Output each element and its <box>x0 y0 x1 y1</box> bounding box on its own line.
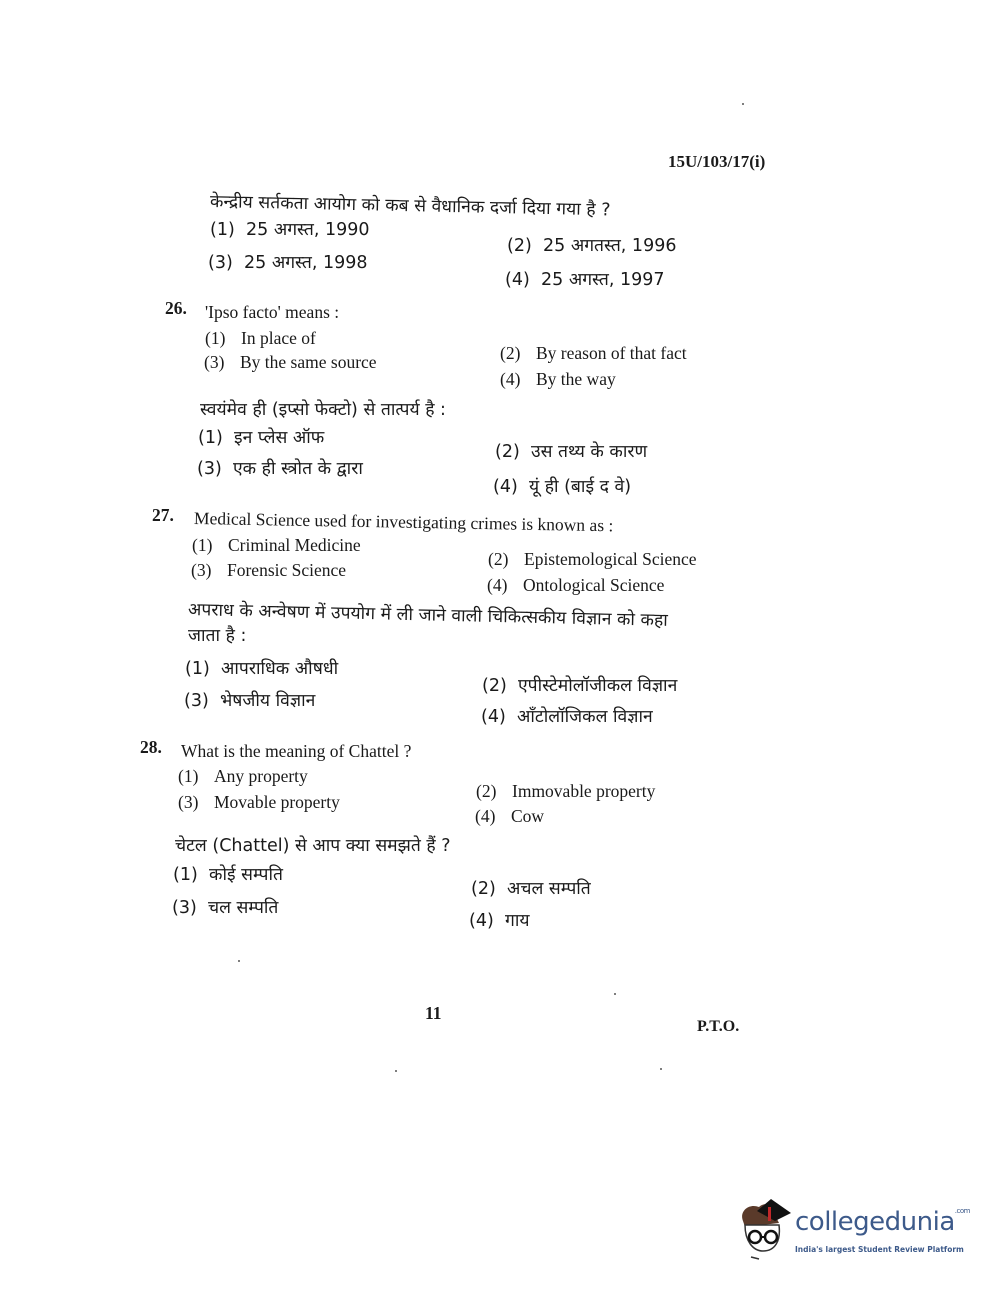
option <box>205 328 316 348</box>
option-text: 25 अगस्त, 1998 <box>244 253 368 273</box>
option <box>505 270 665 290</box>
question-27-hindi-stem-line1: अपराध के अन्वेषण में उपयोग में ली जाने वाली चिकित्सकीय विज्ञान को कहा <box>187 600 668 631</box>
option-text: ऑंटोलॉजिकल विज्ञान <box>517 707 653 727</box>
option <box>476 781 655 801</box>
option-label: (4) <box>487 575 508 595</box>
pto-label: P.T.O. <box>697 1018 740 1035</box>
scan-speck <box>660 1068 662 1070</box>
option <box>493 477 631 497</box>
option-label: (1) <box>198 428 223 448</box>
option-text: चल सम्पति <box>208 898 279 918</box>
option-label: (4) <box>469 911 494 931</box>
option-text: एक ही स्त्रोत के द्वारा <box>233 459 363 479</box>
option <box>482 676 677 696</box>
scan-speck <box>238 960 240 962</box>
option-label: (2) <box>488 549 509 569</box>
option-text: Cow <box>511 806 545 826</box>
option <box>500 369 616 389</box>
option-label: (1) <box>205 328 226 348</box>
logo-brand: collegedunia <box>795 1207 955 1237</box>
option-label: (2) <box>482 676 507 696</box>
option <box>507 236 676 256</box>
collegedunia-logo <box>735 1193 970 1268</box>
scan-speck <box>395 1070 397 1072</box>
option-text: Epistemological Science <box>524 549 697 569</box>
option <box>488 549 697 569</box>
question-number: 26. <box>165 298 187 318</box>
option <box>198 428 324 448</box>
option <box>471 879 591 899</box>
option <box>178 766 308 786</box>
option-text: In place of <box>241 328 316 348</box>
option-text: अचल सम्पति <box>507 879 591 899</box>
option <box>192 535 361 555</box>
option-text: Any property <box>214 766 308 786</box>
option <box>173 865 283 885</box>
option-label: (3) <box>191 560 212 580</box>
option <box>469 911 530 931</box>
question-26-stem: 'Ipso facto' means : <box>205 302 340 322</box>
option-label: (4) <box>500 369 521 389</box>
option-text: Ontological Science <box>523 575 665 595</box>
option-text: आपराधिक औषधी <box>221 659 339 679</box>
question-27-hindi-stem-line2: जाता है : <box>188 626 247 646</box>
option <box>197 459 363 479</box>
option-label: (1) <box>210 220 235 240</box>
question-28-hindi-stem: चेटल (Chattel) से आप क्या समझते हैं ? <box>175 836 451 856</box>
option-text: By the way <box>536 369 616 389</box>
option-label: (1) <box>178 766 199 786</box>
question-27-stem: Medical Science used for investigating crimes is known as : <box>193 508 614 536</box>
scan-speck <box>614 993 616 995</box>
option <box>500 343 687 363</box>
option-label: (1) <box>173 865 198 885</box>
option <box>487 575 664 595</box>
option-text: Forensic Science <box>227 560 347 580</box>
option-text: 25 अगतस्त, 1996 <box>543 236 677 256</box>
paper-code: 15U/103/17(i) <box>668 152 766 171</box>
question-28-stem: What is the meaning of Chattel ? <box>181 741 412 761</box>
option-text: कोई सम्पति <box>209 865 283 885</box>
option-label: (2) <box>471 879 496 899</box>
option-text: Movable property <box>214 792 340 812</box>
option <box>184 691 315 711</box>
option <box>210 220 370 240</box>
option-text: भेषजीय विज्ञान <box>220 691 316 711</box>
option-label: (4) <box>505 270 530 290</box>
option-text: 25 अगस्त, 1997 <box>541 270 665 290</box>
option-label: (4) <box>475 806 496 826</box>
option-label: (3) <box>172 898 197 918</box>
option-text: इन प्लेस ऑफ <box>234 428 325 448</box>
option <box>185 659 338 679</box>
page-number: 11 <box>425 1003 442 1023</box>
option-label: (4) <box>493 477 518 497</box>
option <box>204 352 377 372</box>
option-label: (3) <box>204 352 225 372</box>
option <box>475 806 544 826</box>
option-label: (1) <box>185 659 210 679</box>
option-text: गाय <box>505 911 530 931</box>
option <box>495 442 647 462</box>
option-label: (2) <box>476 781 497 801</box>
option-text: Criminal Medicine <box>228 535 361 555</box>
option-text: एपीस्टेमोलॉजीकल विज्ञान <box>518 676 678 696</box>
option-text: By the same source <box>240 352 377 372</box>
student-mascot-icon <box>735 1193 795 1268</box>
option <box>178 792 340 812</box>
question-26-hindi-stem: स्वयंमेव ही (इप्सो फेक्टो) से तात्पर्य है : <box>200 400 446 420</box>
option <box>172 898 278 918</box>
option-text: यूं ही (बाई द वे) <box>529 477 632 497</box>
option <box>481 707 653 727</box>
option-label: (4) <box>481 707 506 727</box>
question-number: 27. <box>152 505 174 525</box>
option-text: Immovable property <box>512 781 656 801</box>
option-label: (3) <box>197 459 222 479</box>
option-label: (3) <box>208 253 233 273</box>
option-text: 25 अगस्त, 1990 <box>246 220 370 240</box>
option-label: (3) <box>178 792 199 812</box>
option <box>191 560 346 580</box>
option-label: (2) <box>495 442 520 462</box>
option-label: (2) <box>500 343 521 363</box>
scan-speck <box>742 103 744 105</box>
logo-tagline: India's largest Student Review Platform <box>795 1245 964 1254</box>
question-25-hindi-stem: केन्द्रीय सर्तकता आयोग को कब से वैधानिक दर्जा दिया गया है ? <box>209 192 611 221</box>
option-text: By reason of that fact <box>536 343 687 363</box>
option <box>208 253 368 273</box>
option-label: (1) <box>192 535 213 555</box>
question-number: 28. <box>140 737 162 757</box>
option-label: (2) <box>507 236 532 256</box>
option-text: उस तथ्य के कारण <box>531 442 648 462</box>
option-label: (3) <box>184 691 209 711</box>
logo-suffix: .com <box>954 1207 970 1215</box>
